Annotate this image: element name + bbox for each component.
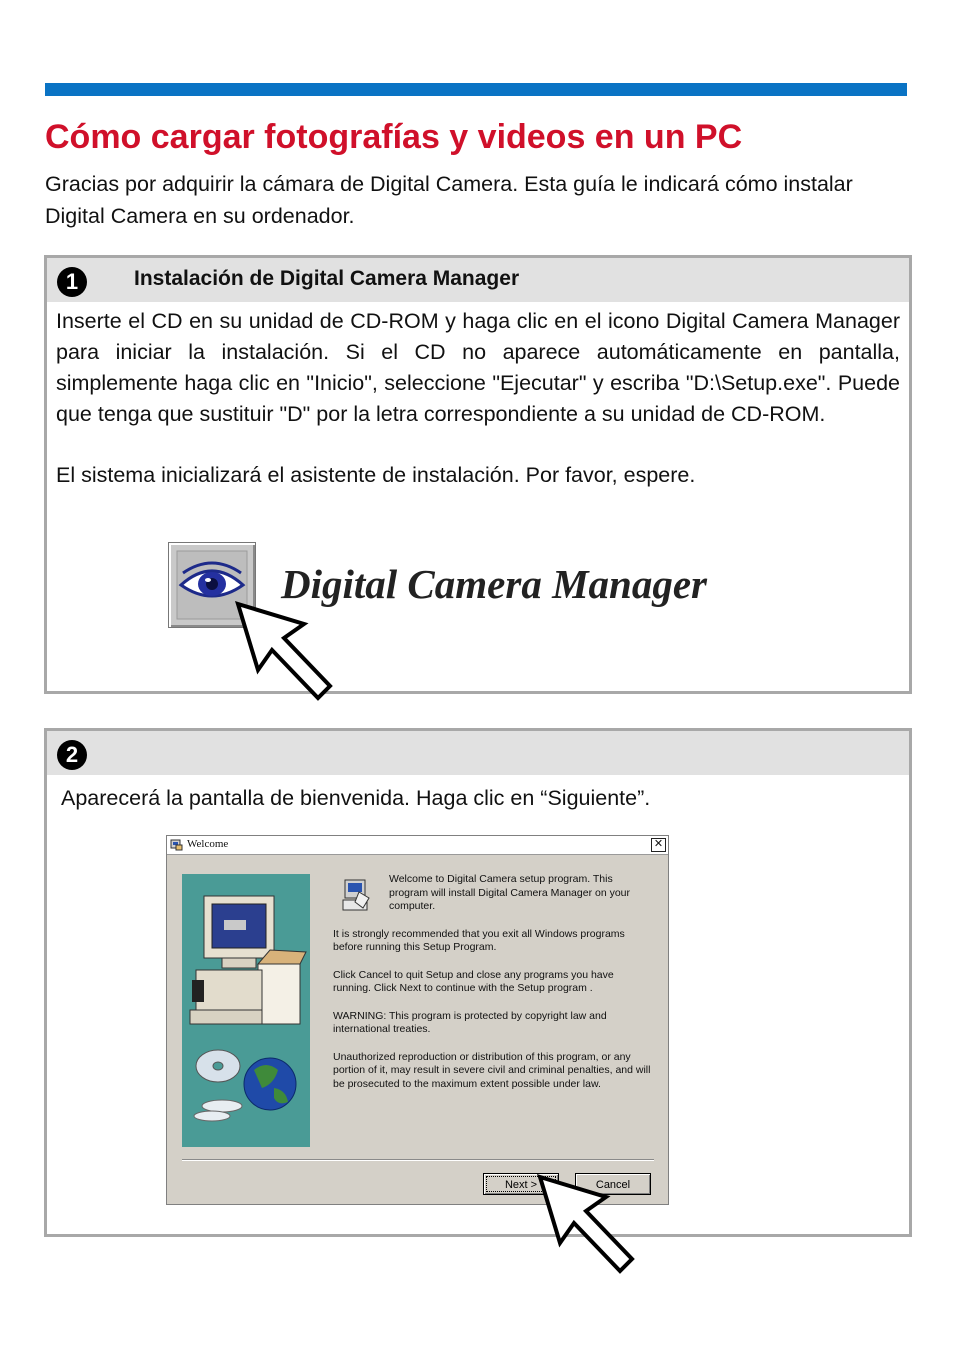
step2-box <box>44 728 912 1237</box>
dialog-paragraph-2: Click Cancel to quit Setup and close any programs you have running. Click Next to continue with the Setup program . <box>333 968 614 994</box>
dialog-side-illustration <box>182 874 310 1147</box>
step1-number-badge: 1 <box>57 267 87 297</box>
setup-app-icon <box>170 838 183 851</box>
header-accent-bar <box>45 83 907 96</box>
step1-wait-note: El sistema inicializará el asistente de instalación. Por favor, espere. <box>56 463 696 487</box>
dialog-body <box>333 873 653 1105</box>
next-button[interactable]: Next > <box>483 1173 559 1195</box>
step2-number-badge: 2 <box>57 740 87 770</box>
digital-camera-manager-label: Digital Camera Manager <box>281 561 707 607</box>
dialog-separator <box>182 1159 654 1161</box>
step1-header <box>47 258 909 302</box>
step1-instructions: Inserte el CD en su unidad de CD-ROM y haga clic en el icono Digital Camera Manager para iniciar la instalación. Si el CD no aparece automáticamente en pantalla, simplemente haga clic en "Inicio", seleccione "Ejecutar" y escriba "D:\Setup.exe". Puede que tenga que sustituir "D" por la letra correspondiente a su unidad de CD-ROM. <box>56 309 900 426</box>
step1-box <box>44 255 912 694</box>
welcome-dialog <box>166 835 669 1205</box>
dialog-paragraph-3: WARNING: This program is protected by copyright law and international treaties. <box>333 1009 607 1035</box>
mouse-pointer-icon <box>534 1171 644 1276</box>
step2-instructions: Aparecerá la pantalla de bienvenida. Haga clic en “Siguiente”. <box>61 786 651 810</box>
dialog-title: Welcome <box>187 838 229 850</box>
cancel-button[interactable]: Cancel <box>575 1173 651 1195</box>
step2-header <box>47 731 909 775</box>
dialog-titlebar <box>167 836 668 855</box>
computer-illustration-icon <box>182 874 310 1147</box>
mouse-pointer-icon <box>232 598 342 703</box>
dialog-welcome-text: Welcome to Digital Camera setup program. This program will install Digital Camera Manager on your computer. <box>389 873 631 912</box>
dialog-paragraph-1: It is strongly recommended that you exit all Windows programs before running this Setup Program. <box>333 927 625 953</box>
intro-text: Gracias por adquirir la cámara de Digital Camera. Esta guía le indicará cómo instalar Digital Camera en su ordenador. <box>45 172 853 228</box>
dialog-close-icon[interactable]: ✕ <box>651 838 666 852</box>
step1-title: Instalación de Digital Camera Manager <box>134 267 520 290</box>
dialog-paragraph-4: Unauthorized reproduction or distribution of this program, or any portion of it, may result in severe civil and criminal penalties, and will be prosecuted to the maximum extent possible under law. <box>333 1050 651 1090</box>
page-title: Cómo cargar fotografías y videos en un PC <box>45 118 743 156</box>
